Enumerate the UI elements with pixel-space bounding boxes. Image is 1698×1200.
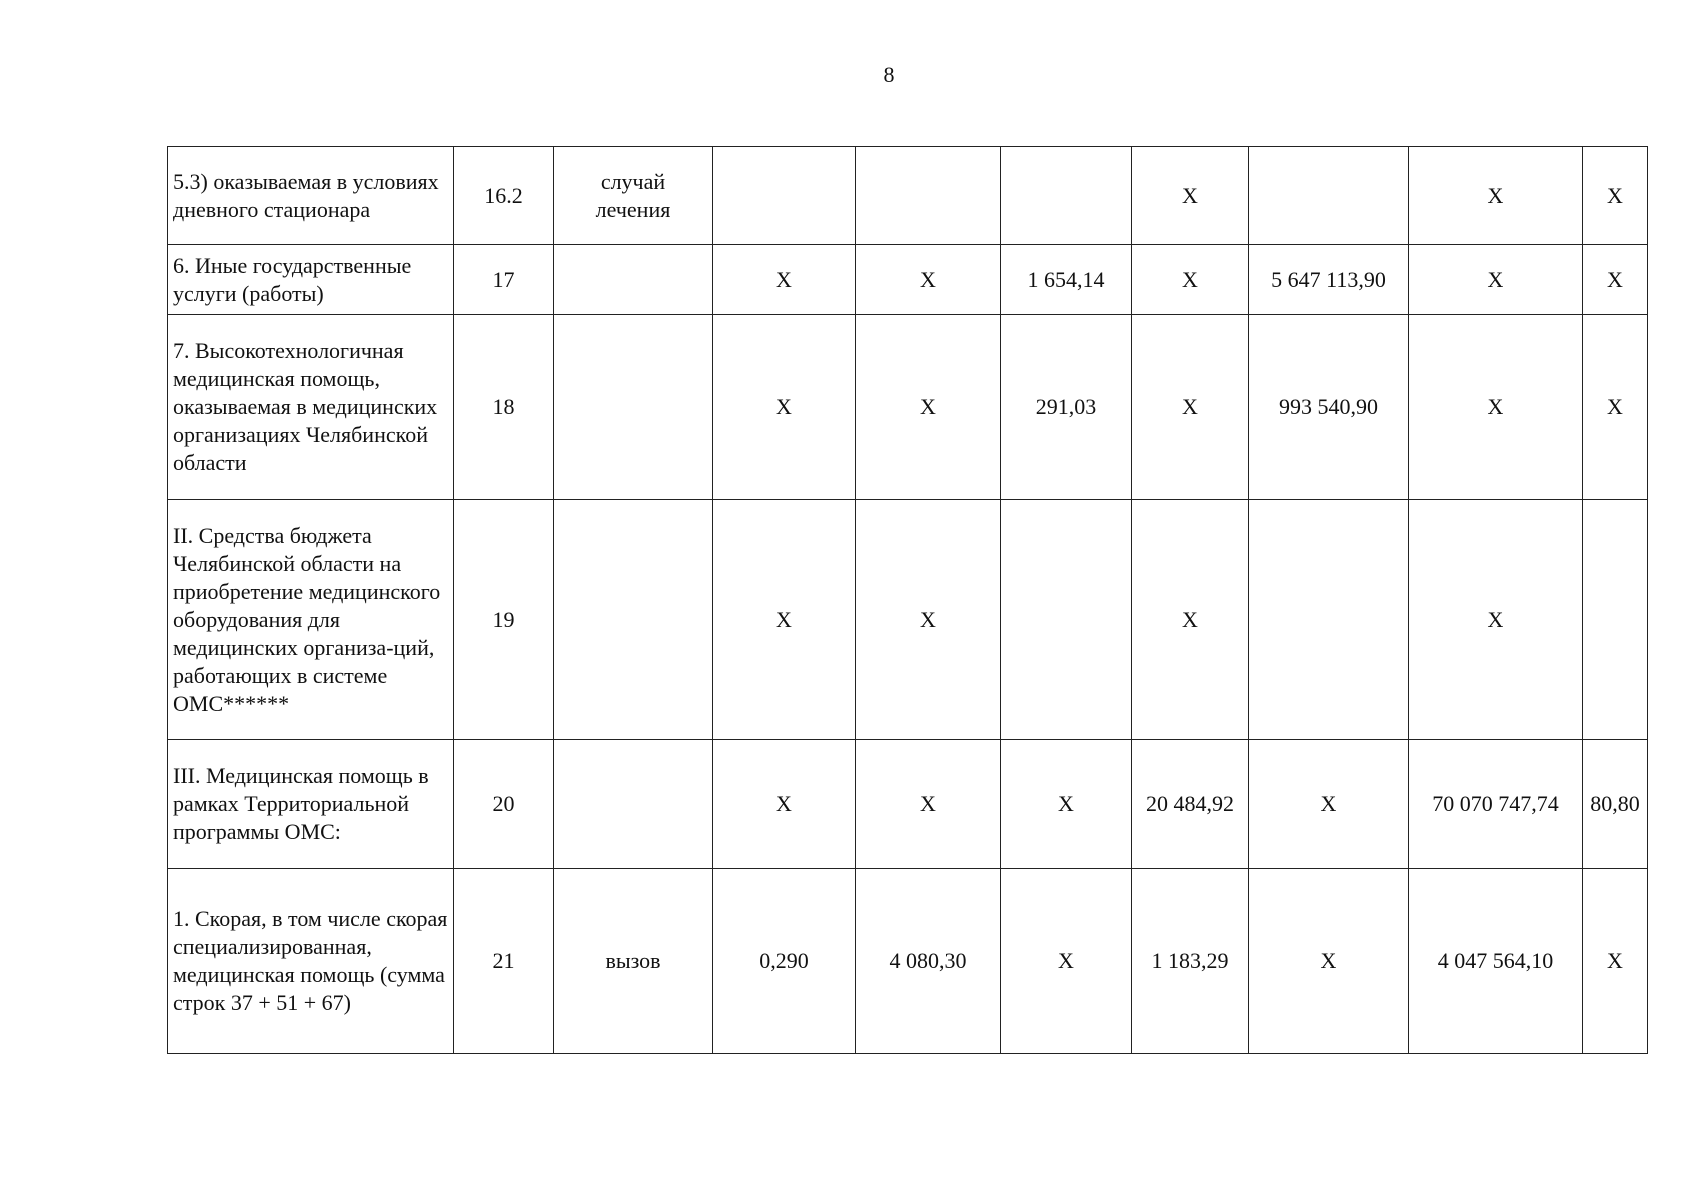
value-cell: X (1583, 869, 1648, 1054)
table-row (168, 500, 1648, 740)
row-name: II. Средства бюджета Челябинской области на приобретение медицинского оборудования для медицинских организа-ций, работающих в системе ОМС****** (168, 500, 454, 740)
row-name: 1. Скорая, в том числе скорая специализированная, медицинская помощь (сумма строк 37 + 51 + 67) (168, 869, 454, 1054)
value-cell: X (713, 315, 856, 500)
value-cell: 20 484,92 (1132, 740, 1249, 869)
value-cell: X (1132, 500, 1249, 740)
value-cell (1001, 147, 1132, 245)
value-cell: X (856, 245, 1001, 315)
value-cell: 4 080,30 (856, 869, 1001, 1054)
data-table (167, 146, 1648, 1054)
value-cell: 4 047 564,10 (1409, 869, 1583, 1054)
line-number: 16.2 (454, 147, 554, 245)
value-cell: X (856, 500, 1001, 740)
value-cell: X (713, 245, 856, 315)
value-cell: X (1409, 245, 1583, 315)
value-cell: X (1409, 315, 1583, 500)
row-name: III. Медицинская помощь в рамках Территориальной программы ОМС: (168, 740, 454, 869)
line-number: 20 (454, 740, 554, 869)
value-cell: X (1583, 315, 1648, 500)
line-number: 19 (454, 500, 554, 740)
unit-cell (554, 245, 713, 315)
value-cell: 80,80 (1583, 740, 1648, 869)
table-row (168, 869, 1648, 1054)
value-cell: X (1249, 740, 1409, 869)
value-cell (1001, 500, 1132, 740)
value-cell: X (713, 740, 856, 869)
table-row (168, 147, 1648, 245)
value-cell (856, 147, 1001, 245)
table-row (168, 245, 1648, 315)
value-cell: X (1409, 147, 1583, 245)
value-cell: X (856, 315, 1001, 500)
value-cell: X (1132, 147, 1249, 245)
value-cell: 993 540,90 (1249, 315, 1409, 500)
value-cell: X (1001, 869, 1132, 1054)
unit-cell (554, 740, 713, 869)
row-name: 6. Иные государственные услуги (работы) (168, 245, 454, 315)
value-cell: X (1132, 245, 1249, 315)
value-cell: 70 070 747,74 (1409, 740, 1583, 869)
value-cell: X (1583, 147, 1648, 245)
value-cell: 1 654,14 (1001, 245, 1132, 315)
unit-cell (554, 147, 713, 245)
value-cell: X (856, 740, 1001, 869)
page-number: 8 (883, 62, 895, 87)
unit-cell: вызов (554, 869, 713, 1054)
row-name: 5.3) оказываемая в условиях дневного стационара (168, 147, 454, 245)
value-cell: X (713, 500, 856, 740)
value-cell (1249, 500, 1409, 740)
value-cell (1249, 147, 1409, 245)
line-number: 17 (454, 245, 554, 315)
value-cell: X (1249, 869, 1409, 1054)
line-number: 21 (454, 869, 554, 1054)
unit-cell (554, 500, 713, 740)
unit-text: случай лечения (595, 168, 671, 222)
table-row (168, 740, 1648, 869)
value-cell: X (1001, 740, 1132, 869)
value-cell (1583, 500, 1648, 740)
table-row (168, 315, 1648, 500)
unit-cell (554, 315, 713, 500)
value-cell (713, 147, 856, 245)
value-cell: 5 647 113,90 (1249, 245, 1409, 315)
row-name: 7. Высокотехнологичная медицинская помощь, оказываемая в медицинских организациях Челябинской области (168, 315, 454, 500)
value-cell: 0,290 (713, 869, 856, 1054)
value-cell: X (1132, 315, 1249, 500)
value-cell: X (1409, 500, 1583, 740)
value-cell: 291,03 (1001, 315, 1132, 500)
value-cell: X (1583, 245, 1648, 315)
line-number: 18 (454, 315, 554, 500)
value-cell: 1 183,29 (1132, 869, 1249, 1054)
